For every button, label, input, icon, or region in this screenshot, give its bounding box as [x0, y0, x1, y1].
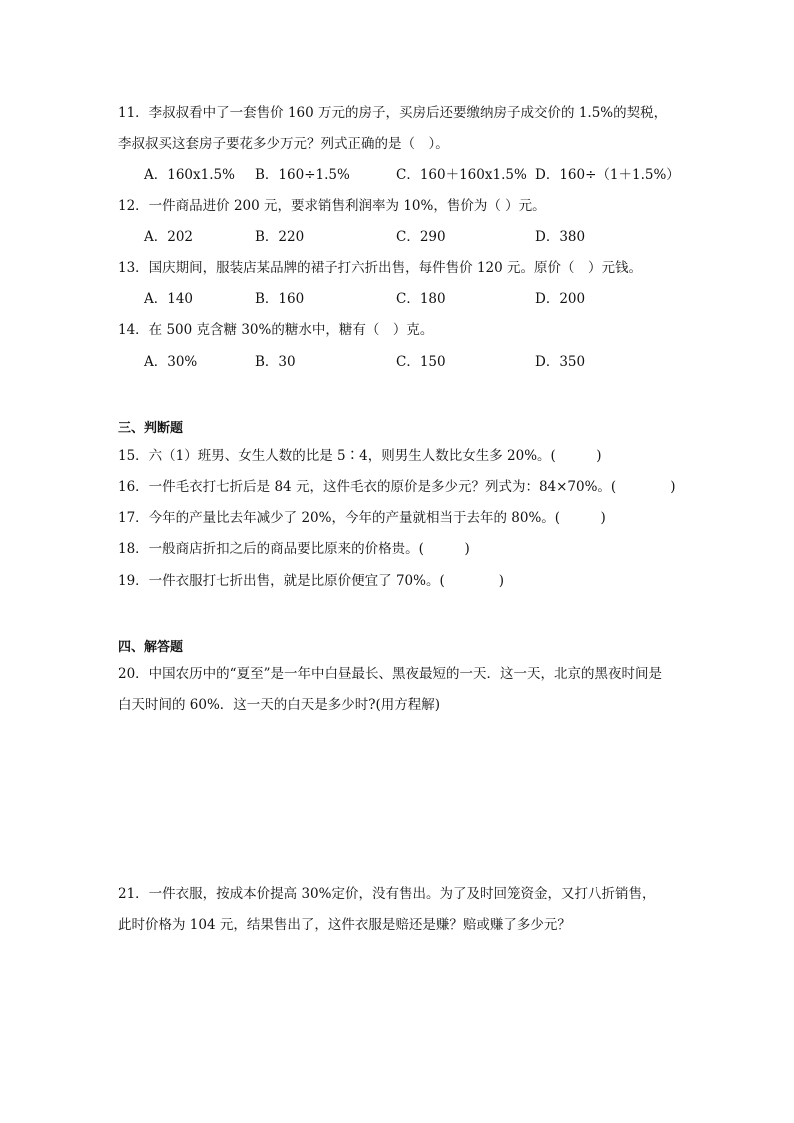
- question-13-option-c[interactable]: C．180: [396, 291, 446, 307]
- question-11-line-1: 11．李叔叔看中了一套售价 160 万元的房子，买房后还要缴纳房子成交价的 1.5%的契税，: [118, 105, 668, 121]
- judge-item-16: 16．一件毛衣打七折后是 84 元，这件毛衣的原价是多少元？列式为：84×70%。( ): [118, 479, 676, 495]
- judge-item-15: 15．六（1）班男、女生人数的比是 5∶4，则男生人数比女生多 20%。( ): [118, 448, 602, 464]
- question-14-option-a[interactable]: A．30%: [144, 354, 198, 370]
- judge-item-17: 17．今年的产量比去年减少了 20%，今年的产量就相当于去年的 80%。( ): [118, 510, 606, 526]
- section-solve-heading: 四、解答题: [118, 640, 184, 655]
- question-11-option-b[interactable]: B．160÷1.5%: [255, 167, 350, 183]
- question-13-option-d[interactable]: D．200: [535, 291, 586, 307]
- question-14-option-b[interactable]: B．30: [255, 354, 296, 370]
- question-13-option-b[interactable]: B．160: [255, 291, 305, 307]
- problem-21-line-1: 21．一件衣服，按成本价提高 30%定价，没有售出。为了及时回笼资金，又打八折销售，: [118, 886, 656, 902]
- question-11-option-a[interactable]: A．160x1.5%: [144, 167, 235, 183]
- problem-20-line-1: 20．中国农历中的“夏至”是一年中白昼最长、黑夜最短的一天．这一天，北京的黑夜时间是: [118, 666, 662, 682]
- question-11-line-2: 李叔叔买这套房子要花多少万元？列式正确的是（ ）。: [118, 136, 449, 152]
- question-11-option-d[interactable]: D．160÷（1＋1.5%）: [535, 167, 680, 183]
- question-12-option-d[interactable]: D．380: [535, 229, 586, 245]
- question-14-option-c[interactable]: C．150: [396, 354, 446, 370]
- question-13-option-a[interactable]: A．140: [144, 291, 194, 307]
- question-13-line-1: 13．国庆期间，服装店某品牌的裙子打六折出售，每件售价 120 元。原价（ ）元钱。: [118, 260, 643, 276]
- question-14-option-d[interactable]: D．350: [535, 354, 586, 370]
- question-12-option-c[interactable]: C．290: [396, 229, 446, 245]
- judge-item-18: 18．一般商店折扣之后的商品要比原来的价格贵。( ): [118, 541, 470, 557]
- question-14-line-1: 14．在 500 克含糖 30%的糖水中，糖有（ ）克。: [118, 322, 434, 338]
- question-12-line-1: 12．一件商品进价 200 元，要求销售利润率为 10%，售价为（ ）元。: [118, 198, 546, 214]
- problem-21-line-2: 此时价格为 104 元，结果售出了，这件衣服是赔还是赚？赔或赚了多少元？: [118, 917, 571, 933]
- problem-20-line-2: 白天时间的 60%．这一天的白天是多少时?(用方程解): [118, 697, 441, 713]
- question-12-option-a[interactable]: A．202: [144, 229, 194, 245]
- judge-item-19: 19．一件衣服打七折出售，就是比原价便宜了 70%。( ): [118, 573, 505, 589]
- section-judge-heading: 三、判断题: [118, 421, 184, 436]
- question-12-option-b[interactable]: B．220: [255, 229, 305, 245]
- question-11-option-c[interactable]: C．160＋160x1.5%: [396, 167, 527, 183]
